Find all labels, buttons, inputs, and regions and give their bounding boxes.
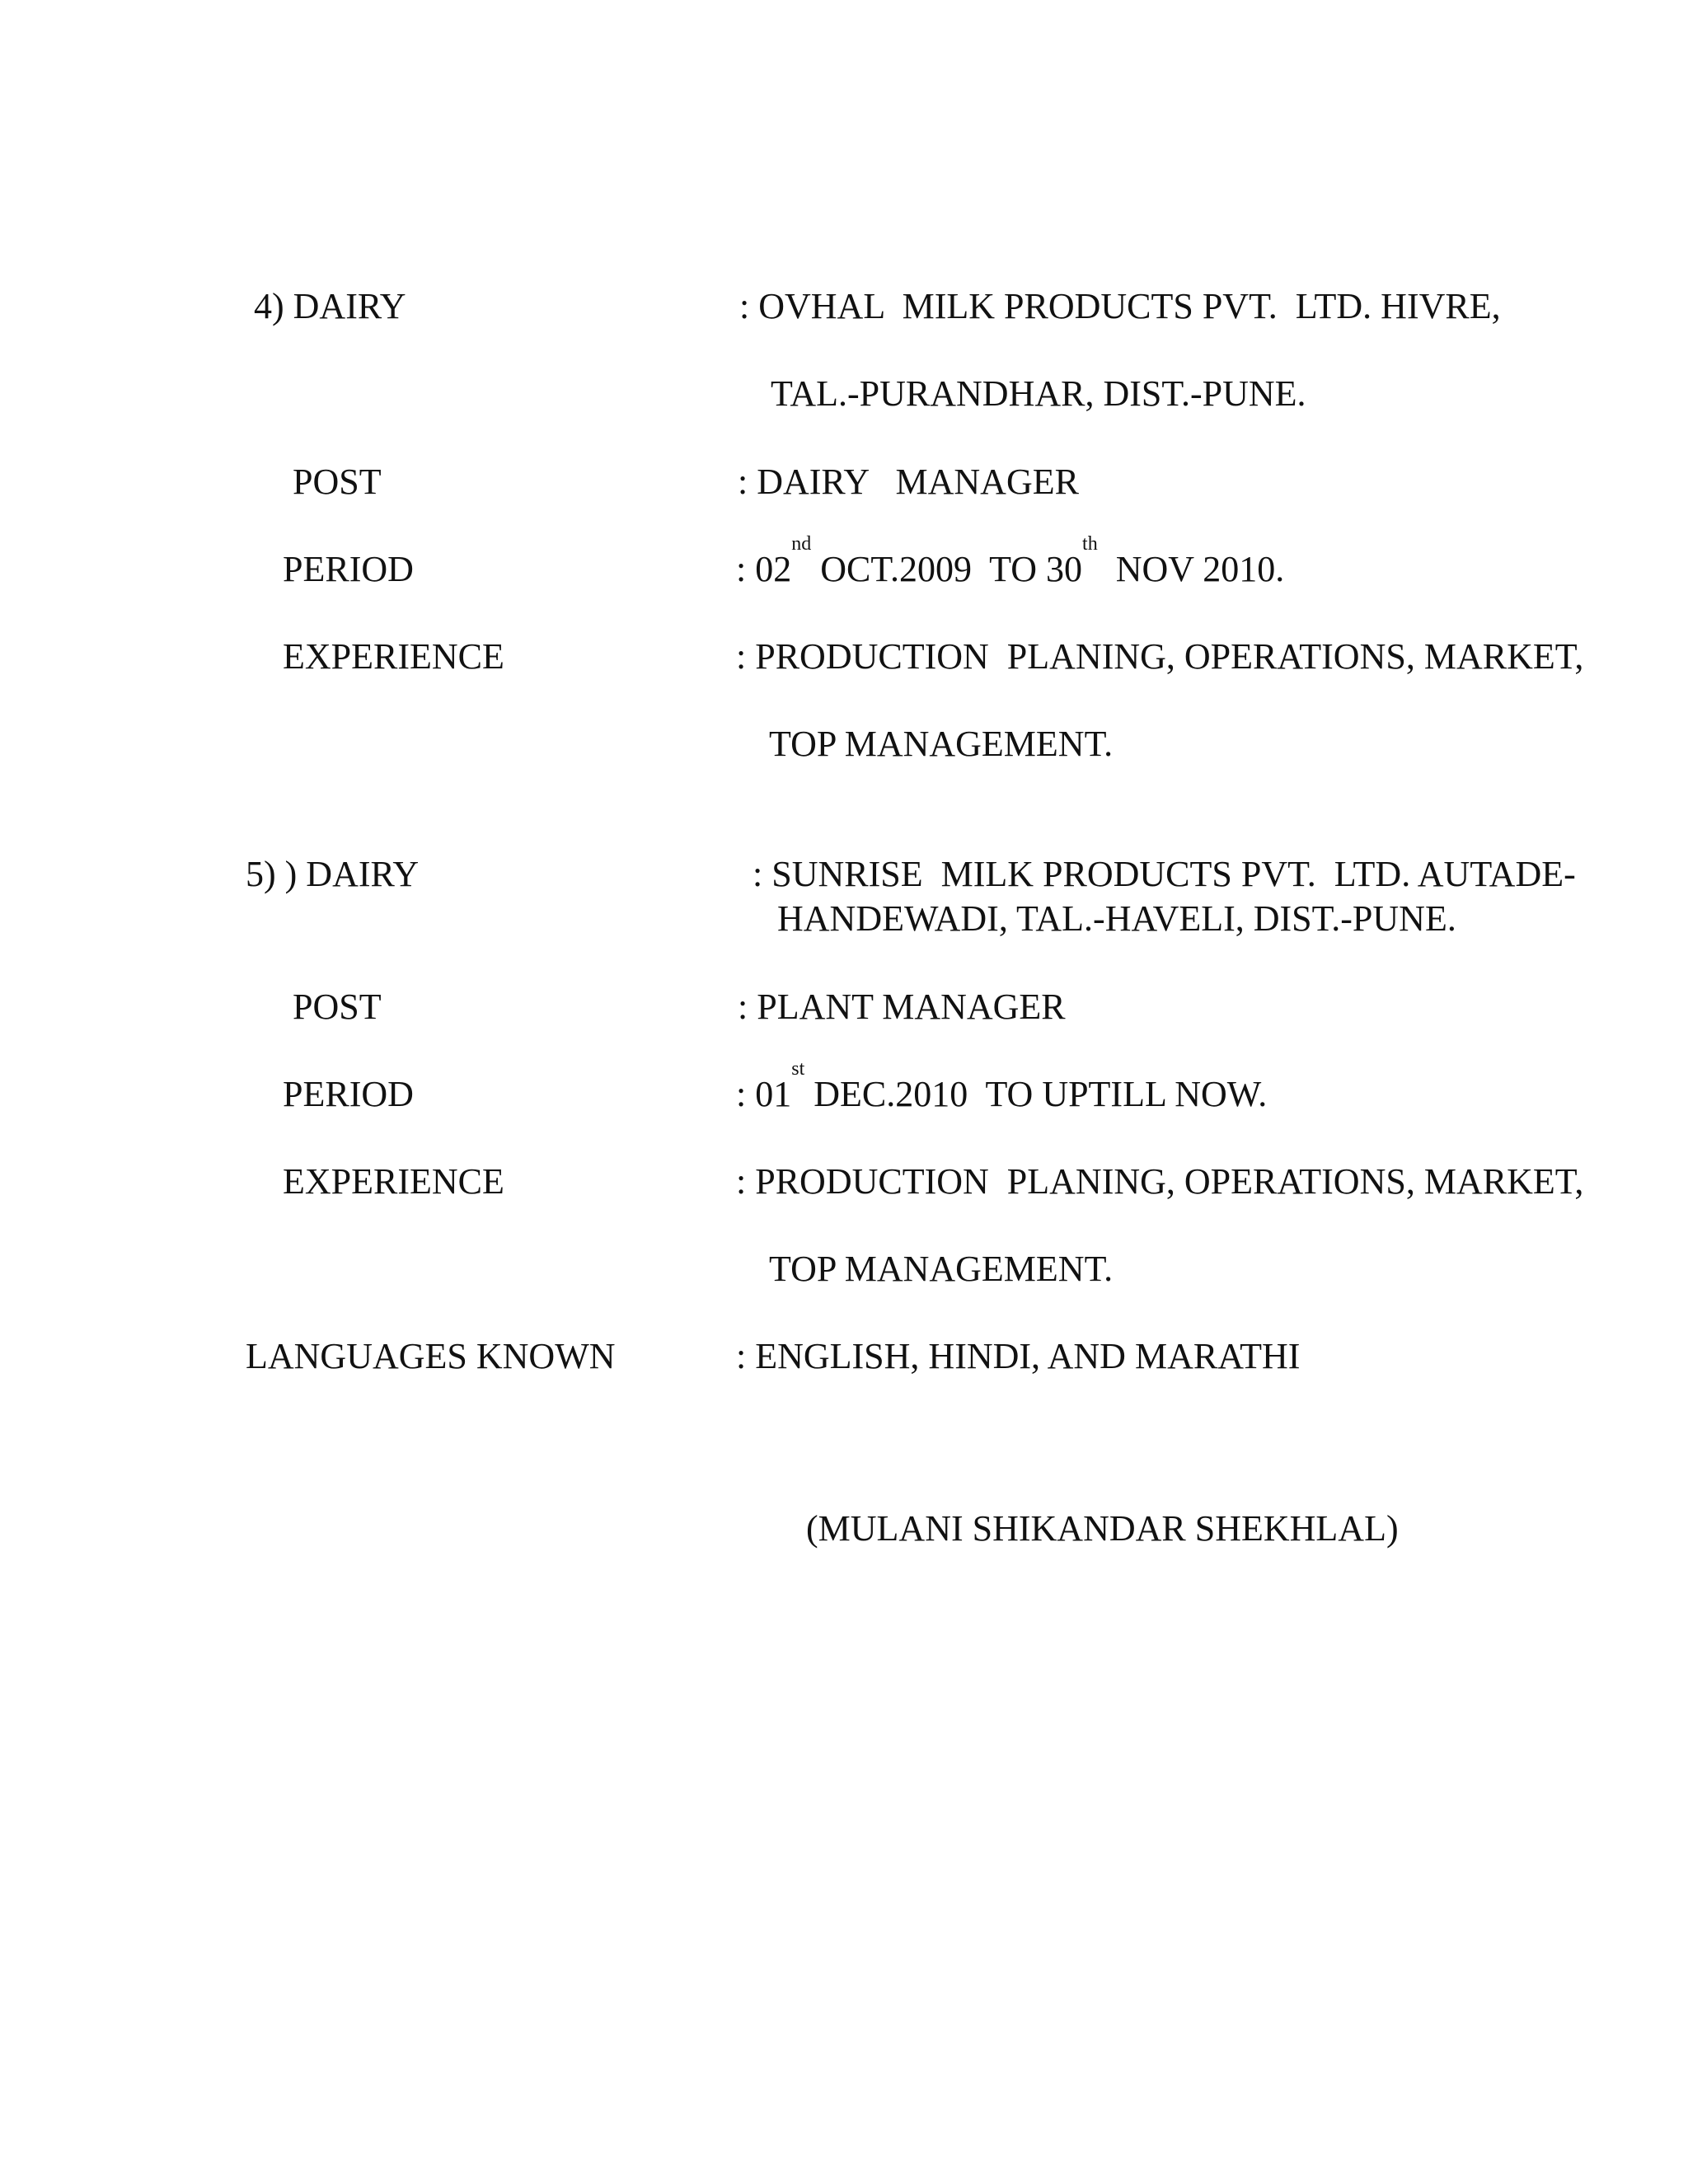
entry5-company-line2: HANDEWADI, TAL.-HAVELI, DIST.-PUNE. bbox=[777, 898, 1456, 939]
entry5-experience-label: EXPERIENCE bbox=[283, 1161, 504, 1202]
languages-value: : ENGLISH, HINDI, AND MARATHI bbox=[736, 1336, 1301, 1376]
entry5-period-suffix: DEC.2010 TO UPTILL NOW. bbox=[804, 1074, 1268, 1114]
entry5-company-line1: : SUNRISE MILK PRODUCTS PVT. LTD. AUTADE- bbox=[753, 854, 1576, 894]
entry4-period-sup1: nd bbox=[791, 533, 812, 555]
entry5-period-sup1: st bbox=[791, 1058, 805, 1080]
entry4-experience-label: EXPERIENCE bbox=[283, 636, 504, 677]
entry5-number-label: 5) ) DAIRY bbox=[246, 854, 420, 894]
entry4-post-value: : DAIRY MANAGER bbox=[738, 462, 1079, 502]
entry4-period-value bbox=[736, 533, 1285, 590]
entry4-experience-line2: TOP MANAGEMENT. bbox=[769, 724, 1114, 764]
entry5-period-label: PERIOD bbox=[283, 1074, 414, 1114]
entry5-period-prefix: : 01 bbox=[736, 1074, 792, 1114]
signature-name: (MULANI SHIKANDAR SHEKHLAL) bbox=[806, 1508, 1399, 1549]
entry4-post-label: POST bbox=[293, 462, 382, 502]
entry4-period-prefix: : 02 bbox=[736, 549, 792, 589]
entry4-experience-line1: : PRODUCTION PLANING, OPERATIONS, MARKET, bbox=[736, 636, 1584, 677]
entry4-company-line2: TAL.-PURANDHAR, DIST.-PUNE. bbox=[771, 373, 1306, 414]
entry5-post-value: : PLANT MANAGER bbox=[738, 987, 1066, 1027]
entry4-period-middle: OCT.2009 TO 30 bbox=[811, 549, 1083, 589]
entry4-period-sup2: th bbox=[1082, 533, 1098, 555]
entry4-number-label: 4) DAIRY bbox=[254, 286, 406, 326]
entry5-post-label: POST bbox=[293, 987, 382, 1027]
entry5-experience-line2: TOP MANAGEMENT. bbox=[769, 1249, 1114, 1289]
entry4-period-label: PERIOD bbox=[283, 549, 414, 589]
entry5-period-value bbox=[736, 1058, 1268, 1115]
languages-label: LANGUAGES KNOWN bbox=[246, 1336, 616, 1376]
entry4-company-line1: : OVHAL MILK PRODUCTS PVT. LTD. HIVRE, bbox=[739, 286, 1501, 326]
entry5-experience-line1: : PRODUCTION PLANING, OPERATIONS, MARKET, bbox=[736, 1161, 1584, 1202]
entry4-period-suffix: NOV 2010. bbox=[1097, 549, 1285, 589]
